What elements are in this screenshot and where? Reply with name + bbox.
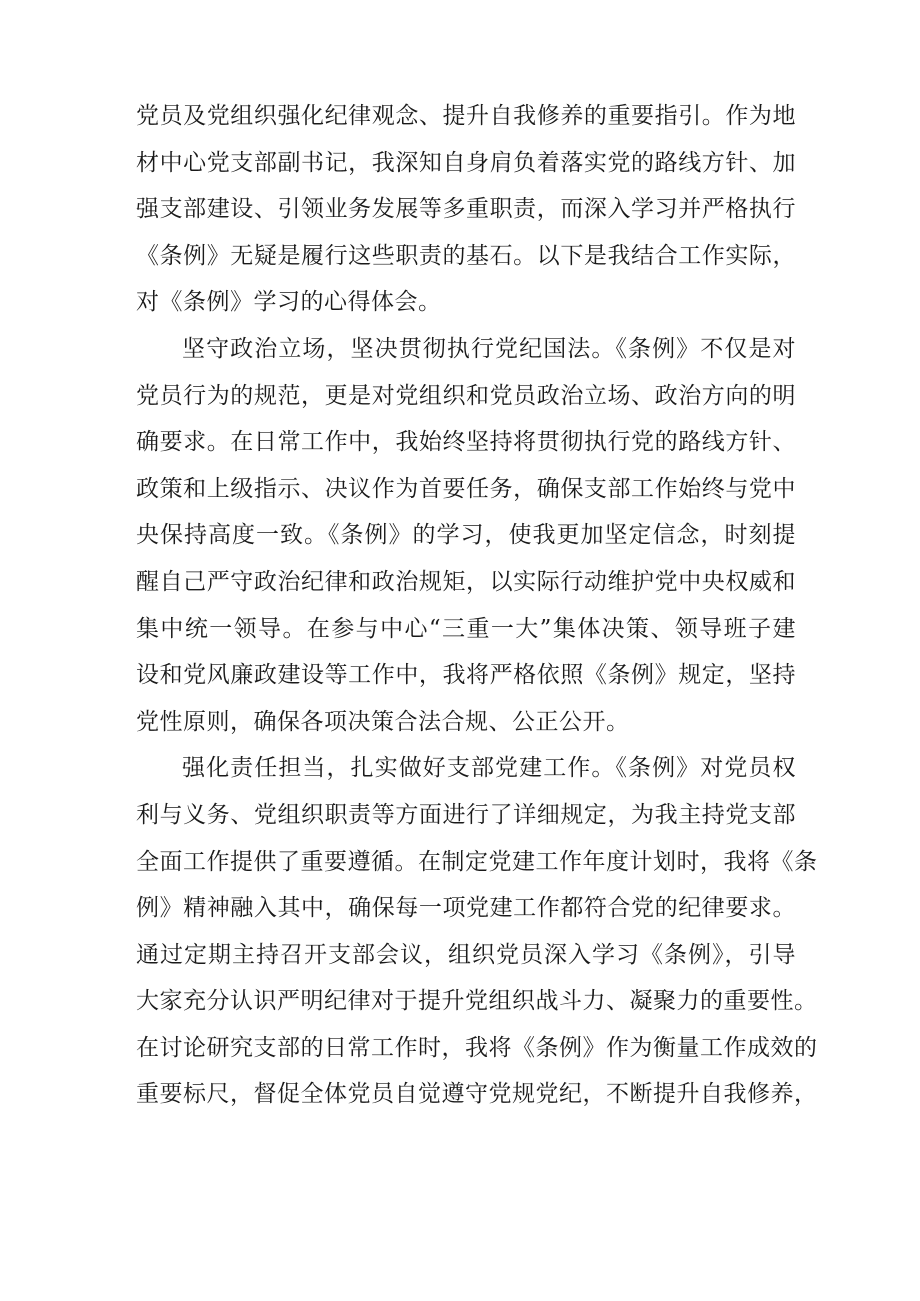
- text-line: 对《条例》学习的心得体会。: [136, 289, 442, 316]
- text-line: 重要标尺，督促全体党员自觉遵守党规党纪，不断提升自我修养，: [136, 1081, 818, 1108]
- text-line: 醒自己严守政治纪律和政治规矩，以实际行动维护党中央权威和: [136, 568, 796, 595]
- document-body: [136, 93, 818, 1118]
- text-line: 材中心党支部副书记，我深知自身肩负着落实党的路线方针、加: [136, 149, 796, 176]
- text-line: 在讨论研究支部的日常工作时，我将《条例》作为衡量工作成效的: [136, 1034, 818, 1061]
- text-line: 大家充分认识严明纪律对于提升党组织战斗力、凝聚力的重要性。: [136, 988, 818, 1015]
- text-line: 央保持高度一致。《条例》的学习，使我更加坚定信念，时刻提: [136, 522, 796, 549]
- text-line: 《条例》无疑是履行这些职责的基石。以下是我结合工作实际，: [136, 242, 796, 269]
- text-line: 通过定期主持召开支部会议，组织党员深入学习《条例》，引导: [136, 941, 796, 968]
- text-line: 全面工作提供了重要遵循。在制定党建工作年度计划时，我将《条: [136, 848, 818, 875]
- text-line: 设和党风廉政建设等工作中，我将严格依照《条例》规定，坚持: [136, 662, 796, 689]
- text-line: 党性原则，确保各项决策合法合规、公正公开。: [136, 708, 630, 735]
- paragraph-first-line: 强化责任担当，扎实做好支部党建工作。《条例》对党员权: [182, 755, 796, 782]
- paragraph-first-line: 坚守政治立场，坚决贯彻执行党纪国法。《条例》不仅是对: [182, 335, 796, 362]
- text-line: 利与义务、党组织职责等方面进行了详细规定，为我主持党支部: [136, 801, 796, 828]
- text-line: 党员行为的规范，更是对党组织和党员政治立场、政治方向的明: [136, 382, 796, 409]
- text-line: 确要求。在日常工作中，我始终坚持将贯彻执行党的路线方针、: [136, 429, 796, 456]
- text-line: 例》精神融入其中，确保每一项党建工作都符合党的纪律要求。: [136, 895, 796, 922]
- text-line: 政策和上级指示、决议作为首要任务，确保支部工作始终与党中: [136, 475, 796, 502]
- text-line: 党员及党组织强化纪律观念、提升自我修养的重要指引。作为地: [136, 103, 796, 129]
- text-line: 强支部建设、引领业务发展等多重职责，而深入学习并严格执行: [136, 196, 796, 223]
- text-line: 集中统一领导。在参与中心“三重一大”集体决策、领导班子建: [136, 615, 796, 642]
